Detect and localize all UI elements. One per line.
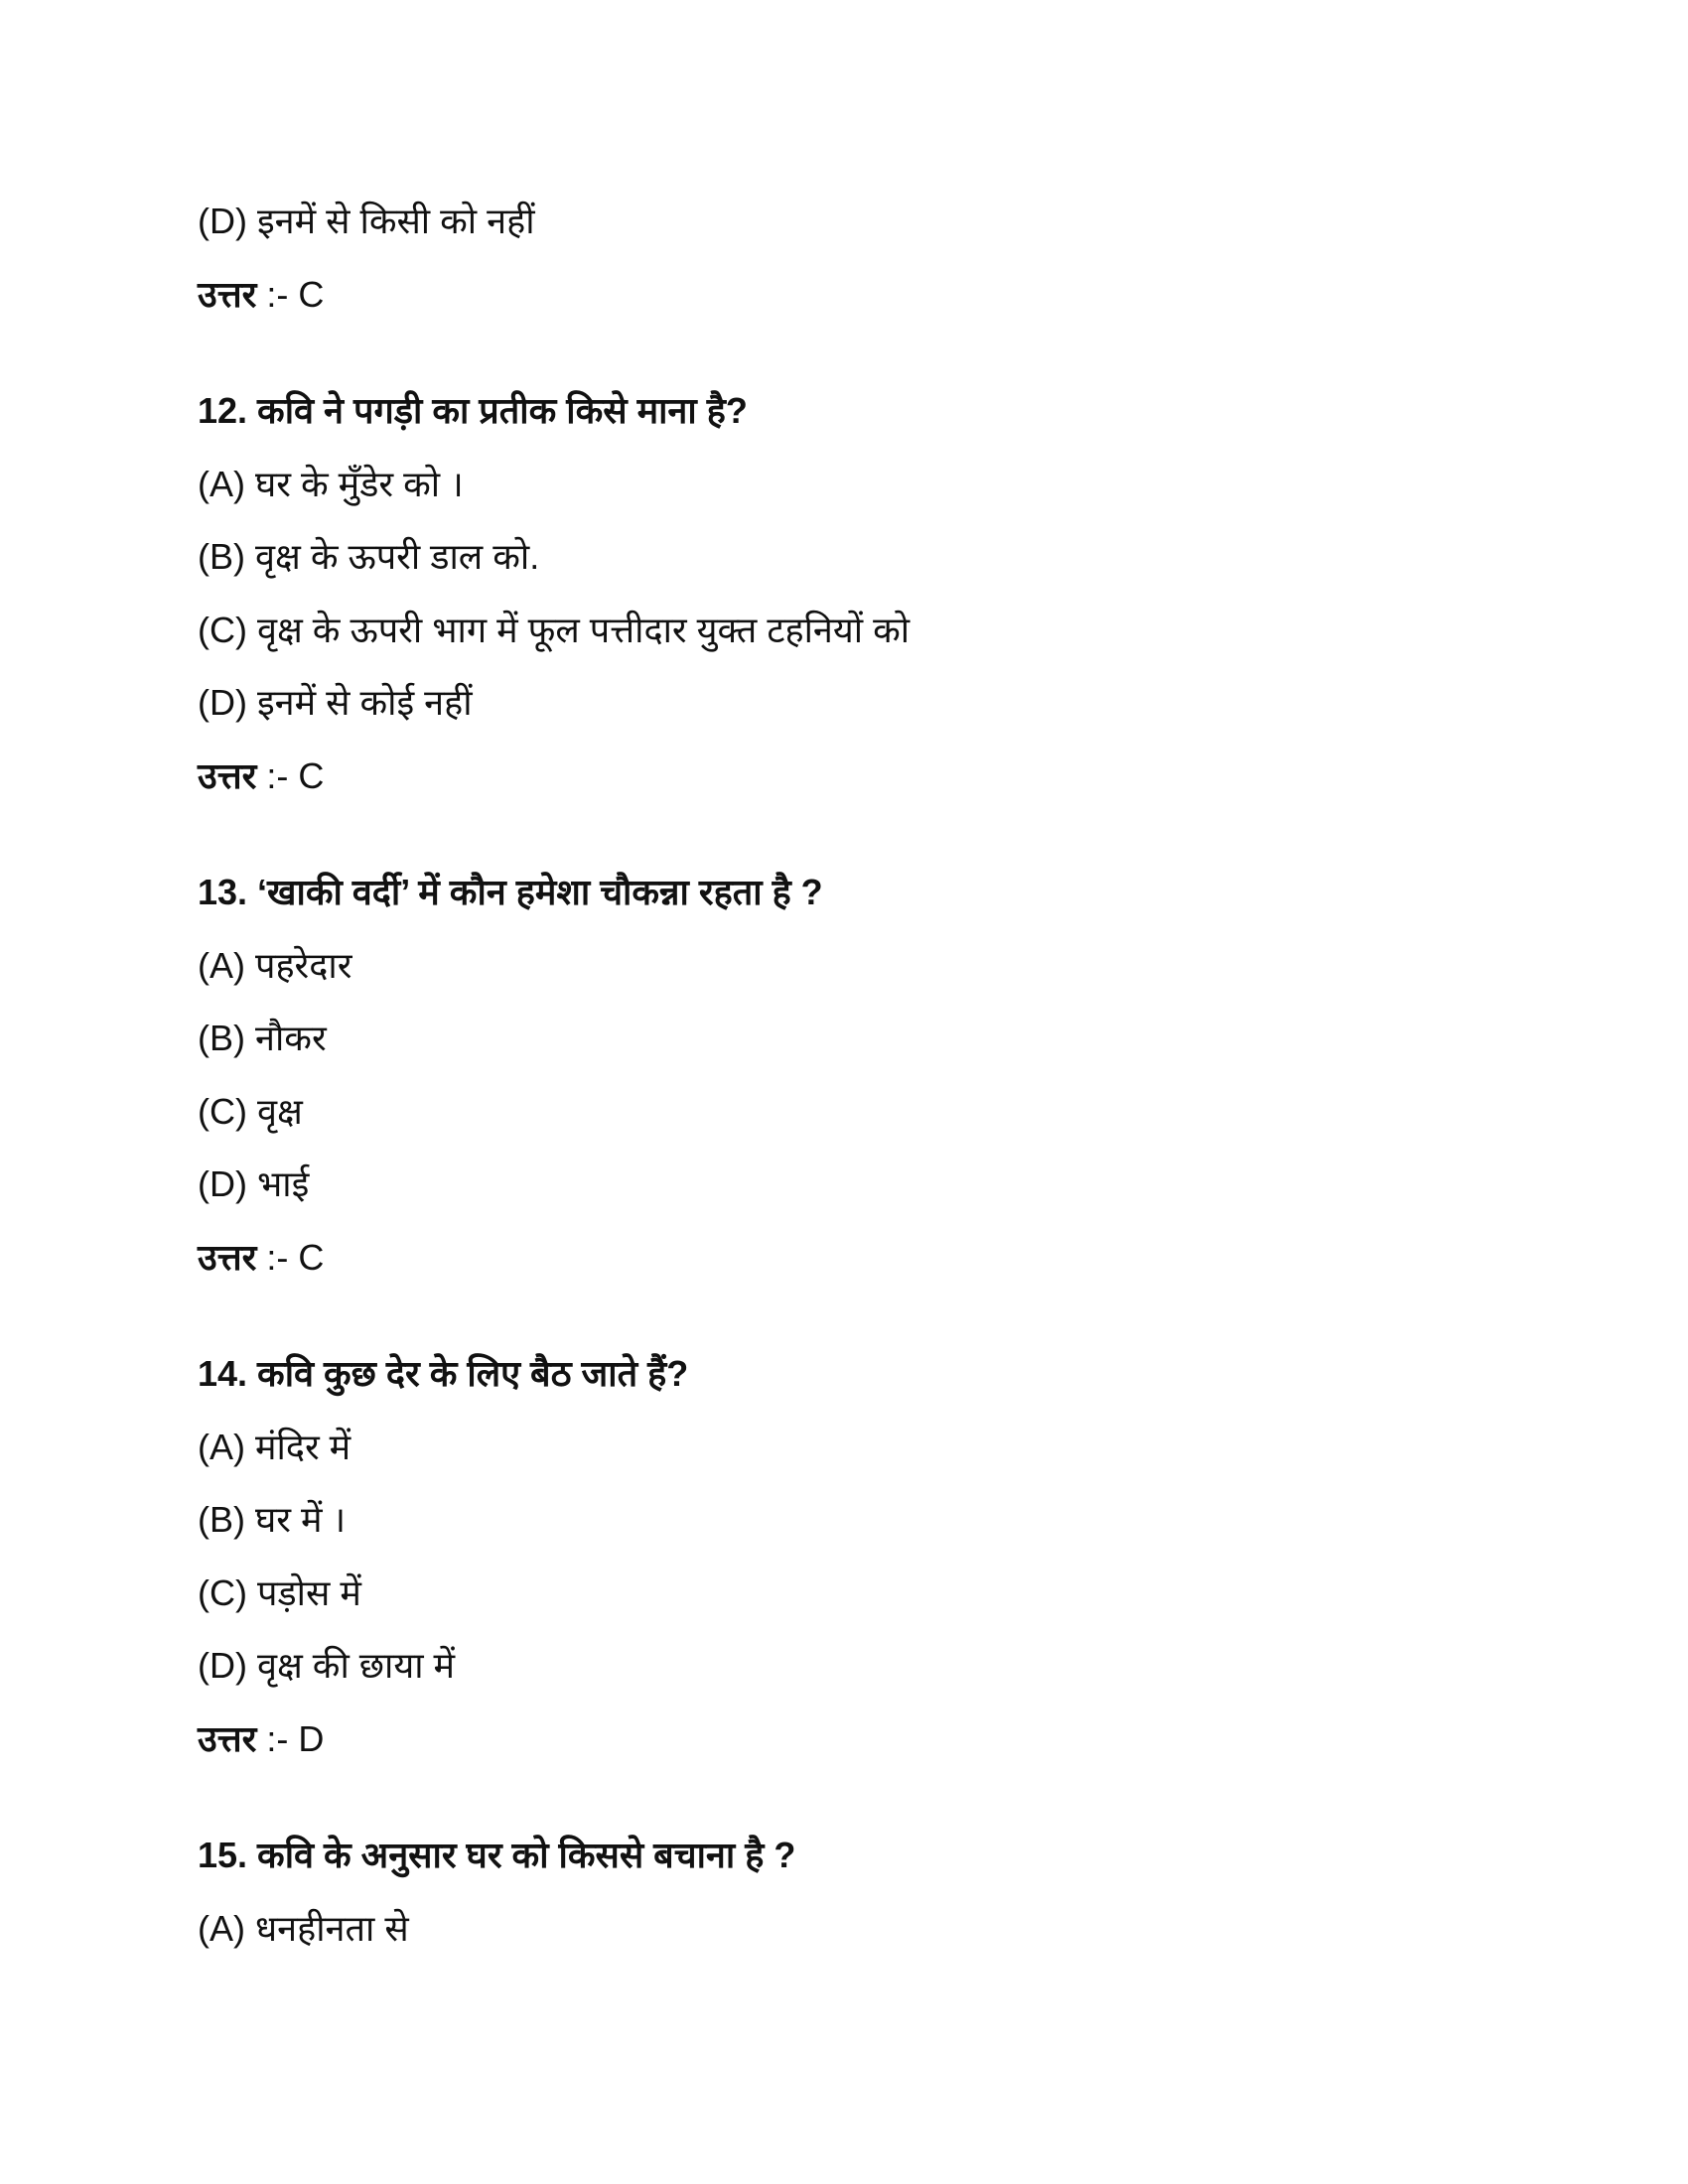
answer-label: उत्तर xyxy=(198,273,257,315)
question-text: 13. ‘खाकी वर्दी’ में कौन हमेशा चौकन्ना रहता है ? xyxy=(198,872,823,912)
question-12 xyxy=(198,374,1488,812)
option-b: (B) नौकर xyxy=(198,1018,327,1058)
answer-label: उत्तर xyxy=(198,754,257,796)
question-13 xyxy=(198,856,1488,1294)
answer-value: C xyxy=(298,273,325,315)
option-c: (C) वृक्ष xyxy=(198,1090,303,1132)
answer-line xyxy=(198,1221,1488,1295)
question-text: 14. कवि कुछ देर के लिए बैठ जाते हैं? xyxy=(198,1353,689,1394)
question-14 xyxy=(198,1337,1488,1775)
option-a: (A) धनहीनता से xyxy=(198,1907,409,1949)
answer-label: उत्तर xyxy=(198,1717,257,1759)
option-d: (D) इनमें से किसी को नहीं xyxy=(198,201,535,241)
option-b: (B) वृक्ष के ऊपरी डाल को. xyxy=(198,536,540,577)
question-text: 12. कवि ने पगड़ी का प्रतीक किसे माना है? xyxy=(198,390,748,431)
document-page xyxy=(198,185,1488,1965)
answer-value: C xyxy=(298,1236,325,1278)
option-c: (C) पड़ोस में xyxy=(198,1571,361,1613)
answer-separator: :- xyxy=(256,1236,299,1278)
answer-value: D xyxy=(298,1717,325,1759)
option-d: (D) वृक्ष की छाया में xyxy=(198,1645,456,1686)
answer-line xyxy=(198,1703,1488,1776)
option-c: (C) वृक्ष के ऊपरी भाग में फूल पत्तीदार युक्त टहनियों को xyxy=(198,609,911,650)
option-b: (B) घर में । xyxy=(198,1499,347,1540)
answer-value: C xyxy=(298,754,325,796)
option-a: (A) मंदिर में xyxy=(198,1426,352,1467)
question-15 xyxy=(198,1819,1488,1965)
question-text: 15. कवि के अनुसार घर को किससे बचाना है ? xyxy=(198,1835,796,1875)
answer-separator: :- xyxy=(256,1717,299,1759)
option-a: (A) पहरेदार xyxy=(198,944,352,986)
answer-label: उत्तर xyxy=(198,1236,257,1278)
answer-separator: :- xyxy=(256,754,299,796)
answer-separator: :- xyxy=(256,273,299,315)
option-a: (A) घर के मुँडेर को । xyxy=(198,463,464,504)
option-d: (D) भाई xyxy=(198,1163,310,1204)
option-d: (D) इनमें से कोई नहीं xyxy=(198,682,473,723)
answer-line xyxy=(198,740,1488,813)
answer-line xyxy=(198,258,1488,332)
